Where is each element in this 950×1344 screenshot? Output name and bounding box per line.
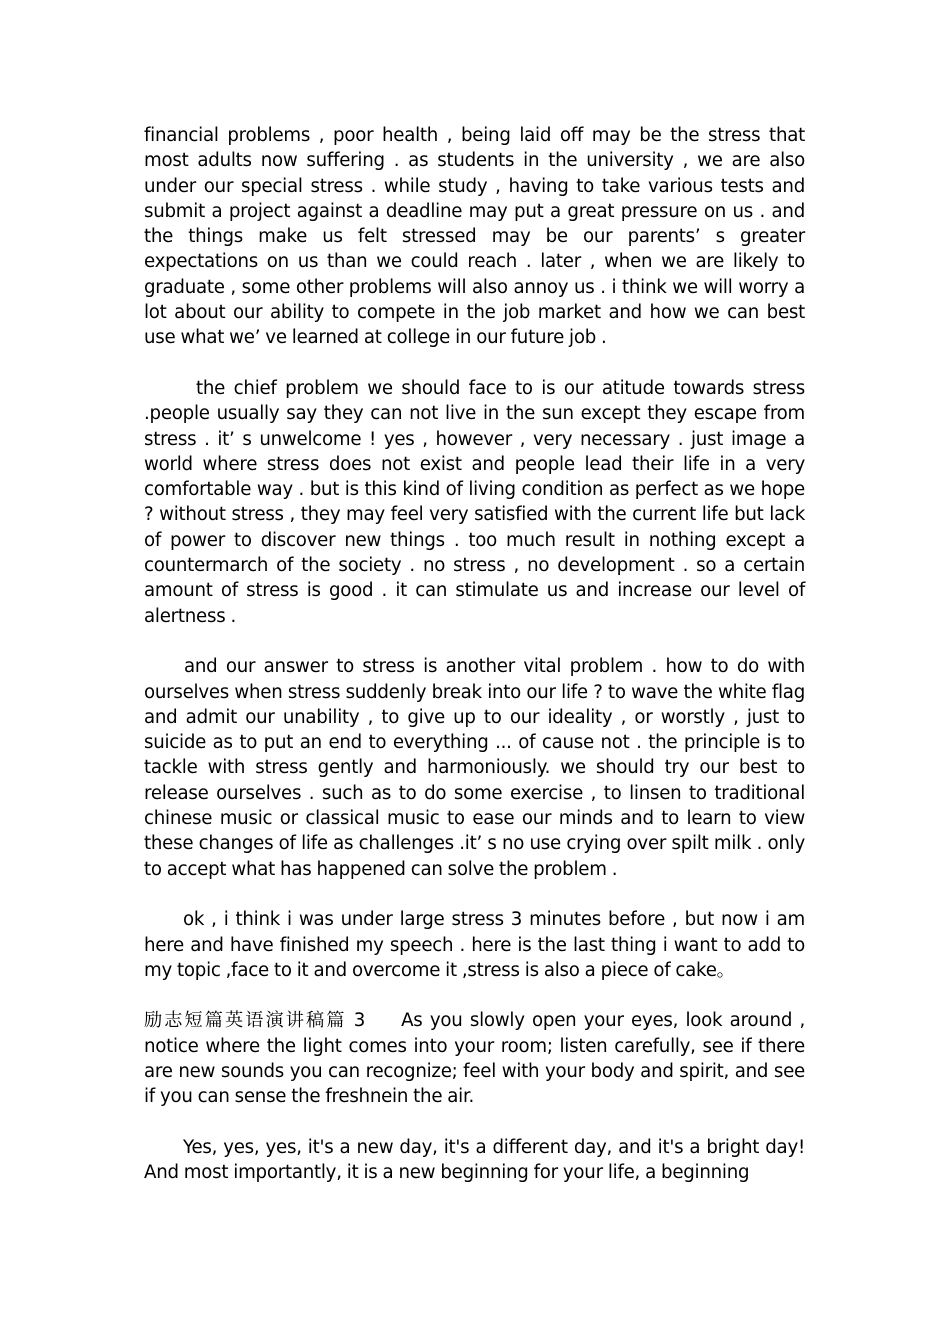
paragraph-financial-problems: financial problems , poor health , being laid off may be the stress that most adults now suffering . as students in the university , we are also under our special stress . while study , having to take various tests and submit a project against a deadline may put a great pressure on us . and the things make us felt stressed may be our parents’ s greater expectations on us than we could reach . later , when we are likely to graduate , some other problems will also annoy us . i think we will worry a lot about our ability to compete in the job market and how we can best use what we’ ve learned at college in our future job . <box>144 125 805 349</box>
paragraph-new-day: Yes, yes, yes, it's a new day, it's a different day, and it's a bright day! And most importantly, it is a new beginning for your life, a beginning <box>144 1136 805 1184</box>
paragraph-answer-to-stress: and our answer to stress is another vital problem . how to do with ourselves when stress suddenly break into our life ? to wave the white flag and admit our unability , to give up to our ideality , or worstly , just to suicide as to put an end to everything ... of cause not . the principle is to tackle with stress gently and harmoniously. we should try our best to release ourselves . such as to do some exercise , to linsen to traditional chinese music or classical music to ease our minds and to learn to view these changes of life as challenges .it’ s no use crying over spilt milk . only to accept what has happened can solve the problem . <box>144 656 805 880</box>
paragraph-chief-problem: the chief problem we should face to is our atitude towards stress .people usually say they can not live in the sun except they escape from stress . it’ s unwelcome ! yes , however , very necessary . just image a world where stress does not exist and people lead their life in a very comfortable way . but is this kind of living condition as perfect as we hope ? without stress , they may feel very satisfied with the current life but lack of power to discover new things . too much result in nothing except a countermarch of the society . no stress , no development . so a certain amount of stress is good . it can stimulate us and increase our level of alertness . <box>144 377 805 627</box>
document-body <box>144 123 805 1185</box>
paragraph-speech-conclusion: ok , i think i was under large stress 3 minutes before , but now i am here and have finished my speech . here is the last thing i want to add to my topic ,face to it and overcome it ,stress is also a piece of cake。 <box>144 909 805 981</box>
section-heading: 励志短篇英语演讲稿篇 3 <box>144 1010 366 1032</box>
paragraph-section-3 <box>144 1008 805 1109</box>
section-paragraph-text: As you slowly open your eyes, look around , notice where the light comes into your room; listen carefully, see if there are new sounds you can recognize; feel with your body and spirit, and see if you can sense the freshnein the air. <box>144 1010 806 1108</box>
